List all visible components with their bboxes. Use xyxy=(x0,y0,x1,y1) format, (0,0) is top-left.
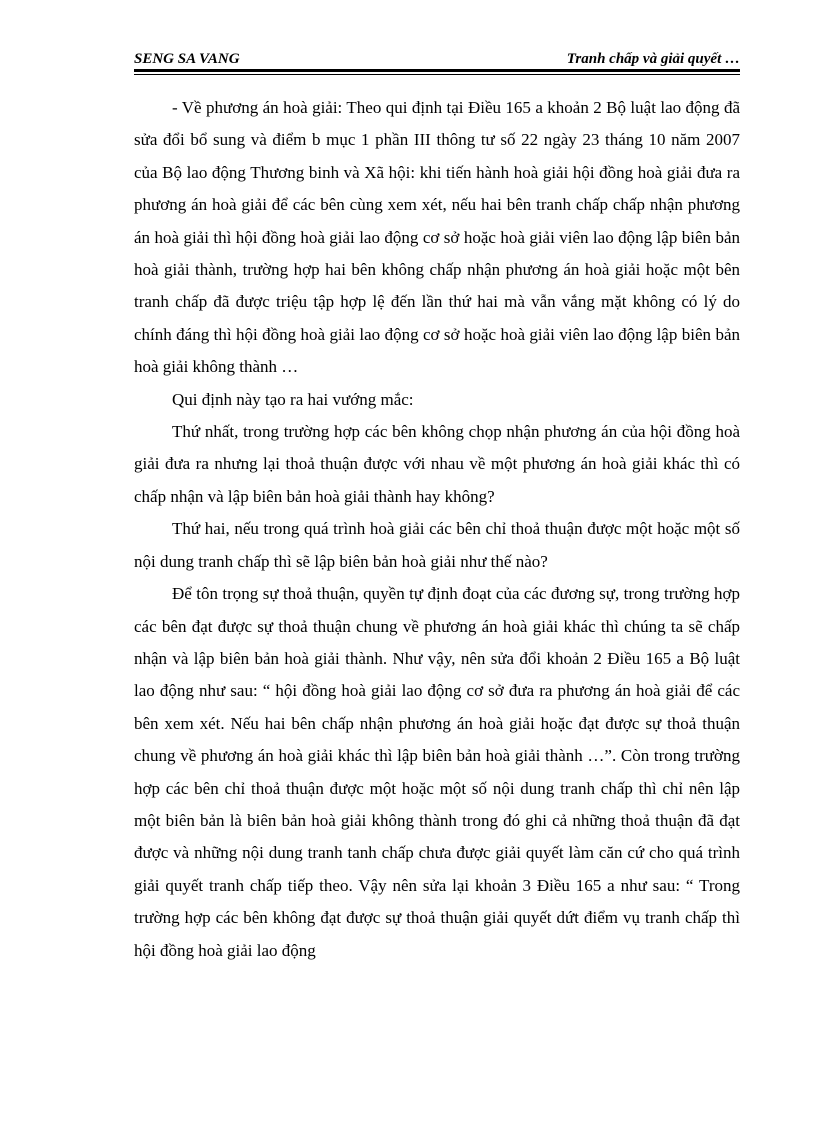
paragraph-proposal: Để tôn trọng sự thoả thuận, quyền tự định đoạt của các đương sự, trong trường hợp các bên đạt được sự thoả thuận chung về phương án hoà giải khác thì chúng ta sẽ chấp nhận và lập biên bản hoà giải thành. Như vậy, nên sửa đổi khoản 2 Điều 165 a Bộ luật lao động như sau: “ hội đồng hoà giải lao động cơ sở đưa ra phương án hoà giải để các bên xem xét. Nếu hai bên chấp nhận phương án hoà giải hoặc đạt được sự thoả thuận chung về phương án hoà giải khác thì lập biên bản hoà giải thành …”. Còn trong trường hợp các bên chỉ thoả thuận được một hoặc một số nội dung tranh chấp thì chỉ nên lập một biên bản là biên bản hoà giải không thành trong đó ghi cả những thoả thuận đã đạt được và những nội dung tranh tanh chấp chưa được giải quyết làm căn cứ cho quá trình giải quyết tranh chấp tiếp theo. Vậy nên sửa lại khoản 3 Điều 165 a như sau: “ Trong trường hợp các bên không đạt được sự thoả thuận giải quyết dứt điểm vụ tranh chấp thì hội đồng hoà giải lao động xyxy=(134,584,740,960)
body-text xyxy=(134,92,740,967)
paragraph-first-issue: Thứ nhất, trong trường hợp các bên không chọp nhận phương án của hội đồng hoà giải đưa ra nhưng lại thoả thuận được với nhau về một phương án hoà giải khác thì có chấp nhận và lập biên bản hoà giải thành hay không? xyxy=(134,422,740,506)
paragraph-two-issues: Qui định này tạo ra hai vướng mắc: xyxy=(172,389,414,409)
paragraph-mediation-plan: - Về phương án hoà giải: Theo qui định tại Điều 165 a khoản 2 Bộ luật lao động đã sửa đổi bổ sung và điểm b mục 1 phần III thông tư số 22 ngày 23 tháng 10 năm 2007 của Bộ lao động Thương binh và Xã hội: khi tiến hành hoà giải hội đồng hoà giải đưa ra phương án hoà giải để các bên cùng xem xét, nếu hai bên tranh chấp chấp nhận phương án hoà giải thì hội đồng hoà giải lao động cơ sở hoặc hoà giải viên lao động lập biên bản hoà giải thành, trường hợp hai bên không chấp nhận phương án hoà giải hoặc một bên tranh chấp đã được triệu tập hợp lệ đến lần thứ hai mà vẫn vắng mặt không có lý do chính đáng thì hội đồng hoà giải lao động cơ sở hoặc hoà giải viên lao động lập biên bản hoà giải không thành … xyxy=(134,98,740,377)
page-header xyxy=(134,49,740,71)
header-author: SENG SA VANG xyxy=(134,51,240,67)
header-rule-thin xyxy=(134,74,740,75)
header-title: Tranh chấp và giải quyết … xyxy=(566,51,740,67)
paragraph-second-issue: Thứ hai, nếu trong quá trình hoà giải các bên chỉ thoả thuận được một hoặc một số nội dung tranh chấp thì sẽ lập biên bản hoà giải như thế nào? xyxy=(134,519,740,571)
header-rule-thick xyxy=(134,69,740,72)
